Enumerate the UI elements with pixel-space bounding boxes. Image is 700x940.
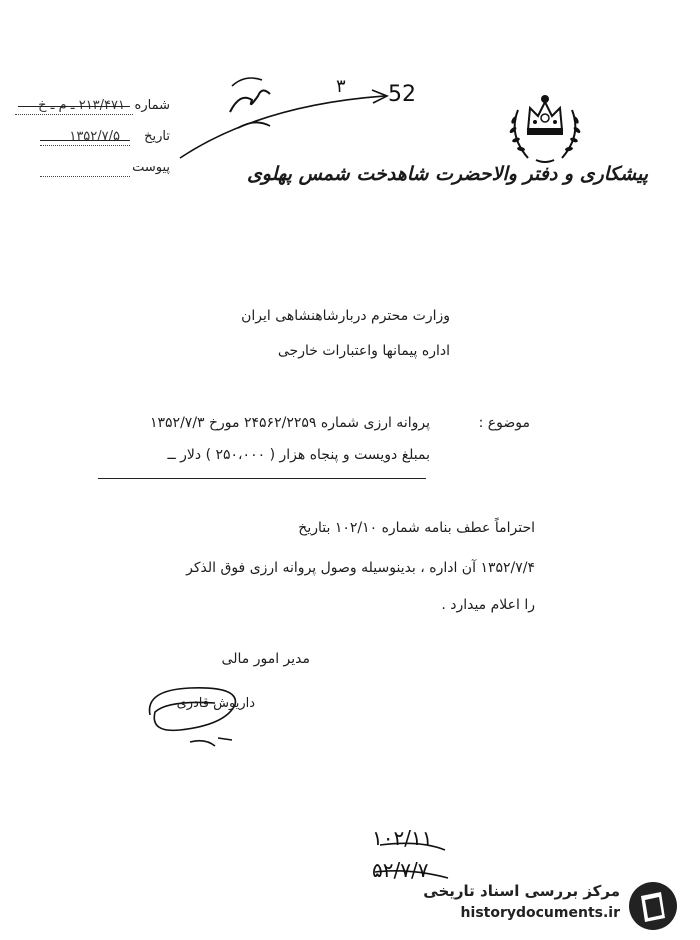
body-line-1: احتراماً عطف بنامه شماره ۱۰۲/۱۰ بتاریخ [298,520,535,536]
subject-line-2: بمبلغ دویست و پنجاه هزار ( ۲۵۰،۰۰۰ ) دلار ــ [167,447,430,463]
handwritten-reference: ۱۰۲/۱۱ [372,826,433,850]
royal-crown-crest-icon [500,80,590,170]
body-line-2: ۱۳۵۲/۷/۴ آن اداره ، بدینوسیله وصول پروانه ارزی فوق الذکر [186,560,535,576]
date-label: تاریخ [144,129,170,144]
archive-logo-icon [627,880,679,932]
handwritten-number: 52 [388,82,416,107]
body-line-3: را اعلام میدارد . [441,597,535,613]
watermark-title: مرکز بررسی اسناد تاریخی [423,882,620,900]
attachment-label: پیوست [132,160,170,175]
addressee-line-2: اداره پیمانها واعتبارات خارجی [277,343,450,359]
handwritten-date: ۵۲/۷/۷ [372,858,429,882]
subject-underline [98,478,426,479]
addressee-line-1: وزارت محترم دربارشاهنشاهی ایران [241,308,450,324]
number-label: شماره [134,98,170,113]
signature-title: مدیر امور مالی [221,651,310,667]
subject-label: موضوع : [478,415,530,431]
office-name: پیشکاری و دفتر والاحضرت شاهدخت شمس پهلوی [246,163,648,185]
date-value: ۱۳۵۲/۷/۵ [69,129,120,144]
number-value: ۲۱۳/۴۷۱ ـ م ـ خ [38,98,125,113]
subject-line-1: پروانه ارزی شماره ۲۴۵۶۲/۲۲۵۹ مورخ ۱۳۵۲/۷/۳ [150,415,430,431]
handwritten-digit: ۳ [336,76,346,97]
watermark-url: historydocuments.ir [460,905,620,921]
signature-name: داریوش قادری [176,696,255,711]
